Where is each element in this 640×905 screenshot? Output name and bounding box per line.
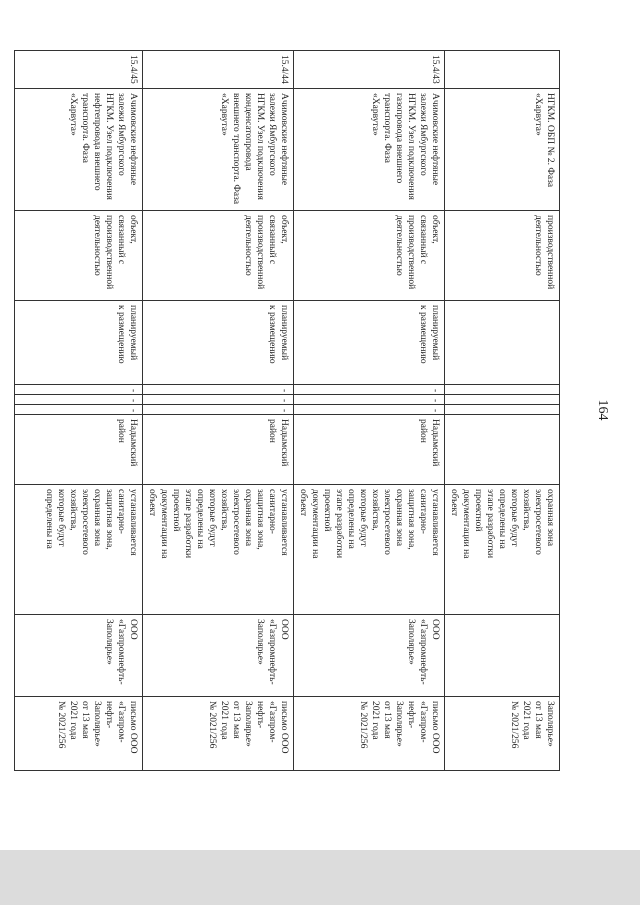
object-type-cell: объект, связанный с производственной деятельностью [294, 211, 445, 301]
district-cell: Надымский район [294, 415, 445, 485]
table-row [445, 51, 560, 771]
zone-cell: устанавливается санитарно- защитная зона, охранная зона электросетевого хозяйства, которые будут определены на этапе разработки проектной документации на объект [143, 485, 294, 615]
object-name-cell: Ачимовские нефтяные залежи Ямбургского НГКМ. Узел подключения конденсатопровода внешнего транспорта. Фаза «Харвута» [143, 89, 294, 211]
column-7-cell: - [15, 405, 143, 415]
object-name-cell: Ачимовские нефтяные залежи Ямбургского НГКМ. Узел подключения нефтепровода внешнего транспорта. Фаза «Харвута» [15, 89, 143, 211]
district-cell: Надымский район [15, 415, 143, 485]
object-type-cell: объект, связанный с производственной деятельностью [15, 211, 143, 301]
rotated-page-content [40, 50, 610, 770]
object-status-cell: планируемый к размещению [15, 301, 143, 385]
basis-cell: письмо ООО «Газпром- нефть- Заполярье» от 13 мая 2021 года № 2021/256 [143, 697, 294, 771]
table-row [294, 51, 445, 771]
column-6-cell [445, 395, 560, 405]
column-6-cell: - [294, 395, 445, 405]
column-6-cell: - [143, 395, 294, 405]
object-name-cell: НГКМ. ОБП № 2. Фаза «Харвута» [445, 89, 560, 211]
row-number-cell [445, 51, 560, 89]
zone-cell: охранная зона электросетевого хозяйства, которые будут определены на этапе разработки проектной документации на объект [445, 485, 560, 615]
object-type-cell: объект, связанный с производственной деятельностью [143, 211, 294, 301]
district-cell: Надымский район [143, 415, 294, 485]
column-6-cell: - [15, 395, 143, 405]
column-7-cell: - [294, 405, 445, 415]
column-5-cell: - [15, 385, 143, 395]
object-status-cell: планируемый к размещению [294, 301, 445, 385]
object-type-cell: производственной деятельностью [445, 211, 560, 301]
row-number-cell: 15.4/44 [143, 51, 294, 89]
owner-cell: ООО «Газпромнефть- Заполярье» [143, 615, 294, 697]
row-number-cell: 15.4/43 [294, 51, 445, 89]
owner-cell [445, 615, 560, 697]
zone-cell: устанавливается санитарно- защитная зона, охранная зона электросетевого хозяйства, которые будут определены на [15, 485, 143, 615]
page-number: 164 [595, 399, 610, 421]
table-body [15, 51, 560, 771]
object-status-cell: планируемый к размещению [143, 301, 294, 385]
object-status-cell [445, 301, 560, 385]
table-row [143, 51, 294, 771]
owner-cell: ООО «Газпромнефть- Заполярье» [15, 615, 143, 697]
column-7-cell [445, 405, 560, 415]
basis-cell: письмо ООО «Газпром- нефть- Заполярье» от 13 мая 2021 года № 2021/256 [294, 697, 445, 771]
row-number-cell: 15.4/45 [15, 51, 143, 89]
objects-table [14, 50, 560, 771]
scan-border [0, 850, 640, 905]
column-7-cell: - [143, 405, 294, 415]
object-name-cell: Ачимовские нефтяные залежи Ямбургского НГКМ. Узел подключения газопровода внешнего транспорта. Фаза «Харвута» [294, 89, 445, 211]
basis-cell: письмо ООО «Газпром- нефть- Заполярье» от 13 мая 2021 года № 2021/256 [15, 697, 143, 771]
column-5-cell [445, 385, 560, 395]
basis-cell: Заполярье» от 13 мая 2021 года № 2021/256 [445, 697, 560, 771]
column-5-cell: - [294, 385, 445, 395]
district-cell [445, 415, 560, 485]
column-5-cell: - [143, 385, 294, 395]
owner-cell: ООО «Газпромнефть- Заполярье» [294, 615, 445, 697]
zone-cell: устанавливается санитарно- защитная зона, охранная зона электросетевого хозяйства, которые будут определены на этапе разработки проектной документации на объект [294, 485, 445, 615]
table-row [15, 51, 143, 771]
